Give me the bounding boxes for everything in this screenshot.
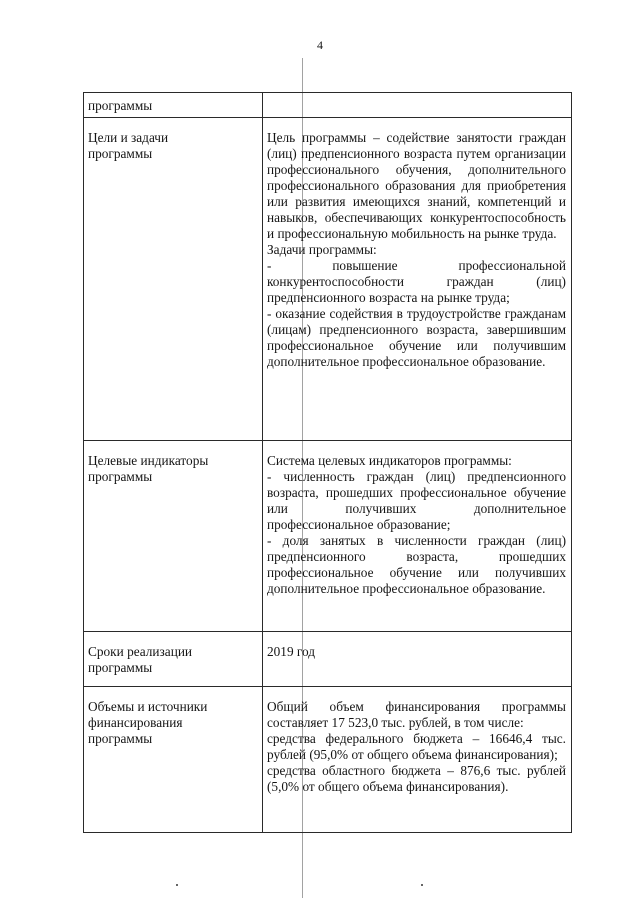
table-row	[84, 441, 572, 632]
label-line: программы	[88, 146, 153, 161]
content-paragraph: Система целевых индикаторов программы:	[267, 453, 512, 468]
content-paragraph: средства федерального бюджета – 16646,4 тыс. рублей (95,0% от общего объема финансирования);	[267, 731, 566, 762]
content-cell	[263, 118, 572, 441]
content-paragraph: Задачи программы:	[267, 242, 377, 257]
label-line: программы	[88, 660, 153, 675]
content-paragraph: - численность граждан (лиц) предпенсионного возраста, прошедших профессиональное обучение или получивших дополнительное профессиональное образование;	[267, 469, 566, 532]
label-line: Целевые индикаторы	[88, 453, 209, 468]
page-number: 4	[317, 38, 323, 52]
table-row	[84, 687, 572, 833]
content-cell	[263, 687, 572, 833]
content-paragraph: - доля занятых в численности граждан (лиц) предпенсионного возраста, прошедших профессиональное обучение или получивших дополнительное профессиональное образование.	[267, 533, 566, 596]
table-row	[84, 118, 572, 441]
content-paragraph: Цель программы – содействие занятости граждан (лиц) предпенсионного возраста путем организации профессионального обучения, дополнительного профессионального образования для приобретения или развития имеющихся знаний, компетенций и навыков, обеспечивающих конкурентоспособность и профессиональную мобильность на рынке труда.	[267, 130, 566, 241]
label-line: финансирования	[88, 715, 183, 730]
content-cell	[263, 632, 572, 687]
scan-artifact-dot	[176, 884, 178, 886]
label-line: Сроки реализации	[88, 644, 193, 659]
label-cell	[84, 118, 263, 441]
program-passport-table	[83, 92, 572, 833]
label-cell	[84, 441, 263, 632]
label-cell	[84, 93, 263, 118]
scan-artifact-dot	[421, 884, 423, 886]
table-row	[84, 93, 572, 118]
content-paragraph: Общий объем финансирования программы составляет 17 523,0 тыс. рублей, в том числе:	[267, 699, 566, 730]
label-cell	[84, 632, 263, 687]
label-line: программы	[88, 98, 153, 113]
label-line: Цели и задачи	[88, 130, 169, 145]
content-paragraph: - повышение профессиональной конкурентоспособности граждан (лиц) предпенсионного возраста на рынке труда;	[267, 258, 566, 305]
content-paragraph: - оказание содействия в трудоустройстве гражданам (лицам) предпенсионного возраста, завершившим профессиональное обучение или получившим дополнительное профессиональное образование.	[267, 306, 566, 369]
label-line: программы	[88, 469, 153, 484]
content-cell	[263, 441, 572, 632]
table-row	[84, 632, 572, 687]
label-line: Объемы и источники	[88, 699, 208, 714]
label-cell	[84, 687, 263, 833]
table-body	[84, 93, 572, 833]
label-line: программы	[88, 731, 153, 746]
content-paragraph: 2019 год	[267, 644, 316, 659]
content-cell	[263, 93, 572, 118]
content-paragraph: средства областного бюджета – 876,6 тыс. рублей (5,0% от общего объема финансирования).	[267, 763, 566, 794]
